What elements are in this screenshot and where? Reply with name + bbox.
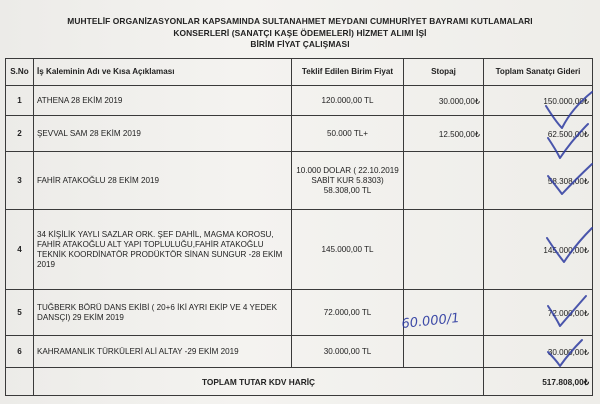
title-line-1: MUHTELİF ORGANİZASYONLAR KAPSAMINDA SULTANAHMET MEYDANI CUMHURİYET BAYRAMI KUTLAMALARI (67, 16, 533, 26)
row-stopaj (404, 210, 484, 290)
price-table (5, 58, 593, 396)
row-description: ŞEVVAL SAM 28 EKİM 2019 (34, 116, 292, 152)
row-description: TUĞBERK BÖRÜ DANS EKİBİ ( 20+6 İKİ AYRI EKİP VE 4 YEDEK DANSÇI) 29 EKİM 2019 (34, 290, 292, 336)
table-row (6, 290, 593, 336)
row-stopaj (404, 290, 484, 336)
header-no: S.No (6, 59, 34, 86)
row-total-cost: 62.500,00₺ (484, 116, 593, 152)
row-stopaj (404, 336, 484, 368)
total-label: TOPLAM TUTAR KDV HARİÇ (34, 368, 484, 396)
header-bid-price: Teklif Edilen Birim Fiyat (292, 59, 404, 86)
table-row (6, 336, 593, 368)
row-description: ATHENA 28 EKİM 2019 (34, 86, 292, 116)
title-line-3: BİRİM FİYAT ÇALIŞMASI (250, 39, 350, 49)
row-bid-price: 30.000,00 TL (292, 336, 404, 368)
total-row (6, 368, 593, 396)
row-description: KAHRAMANLIK TÜRKÜLERİ ALİ ALTAY -29 EKİM 2019 (34, 336, 292, 368)
title-line-2: KONSERLERİ (SANATÇI KAŞE ÖDEMELERİ) HİZMET ALIMI İŞİ (173, 27, 427, 38)
row-stopaj: 30.000,00₺ (404, 86, 484, 116)
handwritten-note: 60.000/1 (400, 310, 461, 332)
row-total-cost: 30.000,00₺ (484, 336, 593, 368)
table-row (6, 210, 593, 290)
row-number: 6 (6, 336, 34, 368)
row-bid-price: 120.000,00 TL (292, 86, 404, 116)
row-total-cost: 145.000,00₺ (484, 210, 593, 290)
row-bid-price: 10.000 DOLAR ( 22.10.2019 SABİT KUR 5.8303) 58.308,00 TL (292, 152, 404, 210)
row-number: 5 (6, 290, 34, 336)
total-value: 517.808,00₺ (484, 368, 593, 396)
row-number: 3 (6, 152, 34, 210)
row-description: 34 KİŞİLİK YAYLI SAZLAR ORK. ŞEF DAHİL, MAGMA KOROSU, FAHİR ATAKOĞLU ALT YAPI TOPLULUĞU,FAHİR ATAKOĞLU TEKNİK KOORDİNATÖR PRODÜKTÖR SİNAN SUNGUR -28 EKİM 2019 (34, 210, 292, 290)
header-description: İş Kaleminin Adı ve Kısa Açıklaması (34, 59, 292, 86)
row-number: 2 (6, 116, 34, 152)
row-stopaj: 12.500,00₺ (404, 116, 484, 152)
header-stopaj: Stopaj (404, 59, 484, 86)
table-header-row (6, 59, 593, 86)
row-bid-price: 50.000 TL+ (292, 116, 404, 152)
header-total-cost: Toplam Sanatçı Gideri (484, 59, 593, 86)
row-total-cost: 72.000,00₺ (484, 290, 593, 336)
document-title (20, 16, 580, 51)
row-total-cost: 150.000,00₺ (484, 86, 593, 116)
row-number: 1 (6, 86, 34, 116)
row-total-cost: 58.308,00₺ (484, 152, 593, 210)
row-number: 4 (6, 210, 34, 290)
row-bid-price: 72.000,00 TL (292, 290, 404, 336)
table-row (6, 116, 593, 152)
row-stopaj (404, 152, 484, 210)
row-description: FAHİR ATAKOĞLU 28 EKİM 2019 (34, 152, 292, 210)
table-row (6, 86, 593, 116)
table-row (6, 152, 593, 210)
row-bid-price: 145.000,00 TL (292, 210, 404, 290)
